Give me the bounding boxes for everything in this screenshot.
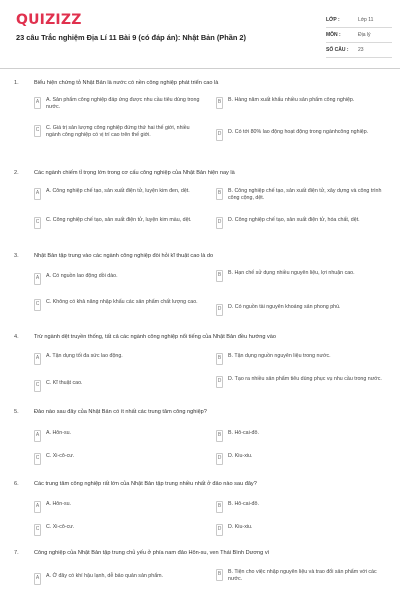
option-letter-box: B bbox=[216, 270, 223, 282]
answer-option-d[interactable] bbox=[216, 453, 386, 465]
option-letter-box: A bbox=[34, 501, 41, 513]
option-letter-box: A bbox=[34, 353, 41, 365]
answer-option-b[interactable] bbox=[216, 430, 386, 442]
answer-option-c[interactable] bbox=[34, 125, 204, 140]
answer-option-b[interactable] bbox=[216, 97, 386, 109]
answer-option-d[interactable] bbox=[216, 376, 386, 388]
option-letter-box: A bbox=[34, 273, 41, 285]
meta-panel bbox=[326, 13, 392, 58]
option-text: B. Hạn chế sử dụng nhiều nguyên liệu, lợi nhuận cao. bbox=[228, 270, 355, 276]
answer-option-a[interactable] bbox=[34, 501, 204, 513]
answer-option-b[interactable] bbox=[216, 353, 386, 365]
option-letter-box: C bbox=[34, 453, 41, 465]
meta-value: 23 bbox=[358, 47, 364, 53]
option-letter-box: B bbox=[216, 569, 223, 581]
option-letter-box: D bbox=[216, 376, 223, 388]
option-letter-box: A bbox=[34, 188, 41, 200]
answer-option-b[interactable] bbox=[216, 270, 386, 282]
option-letter-box: B bbox=[216, 501, 223, 513]
question-text: Trừ ngành dệt truyền thống, tất cả các ngành công nghiệp nổi tiếng của Nhật Bản đều hướng vào bbox=[34, 334, 277, 340]
meta-key: SỐ CÂU : bbox=[326, 47, 349, 53]
question-number: 4. bbox=[14, 334, 19, 340]
answer-option-b[interactable] bbox=[216, 501, 386, 513]
meta-row-subject bbox=[326, 28, 392, 43]
answer-option-d[interactable] bbox=[216, 129, 386, 141]
meta-key: MÔN : bbox=[326, 32, 341, 38]
option-text: C. Xi-cô-cư. bbox=[46, 524, 75, 530]
option-text: C. Xi-cô-cư. bbox=[46, 453, 75, 459]
answer-option-b[interactable] bbox=[216, 188, 386, 203]
option-text: D. Có tới 80% lao động hoạt động trong ngànhcông nghiệp. bbox=[228, 129, 369, 135]
option-text: A. Hôn-su. bbox=[46, 430, 72, 436]
question-text: Công nghiệp của Nhật Bản tập trung chủ yếu ở phía nam đảo Hôn-su, ven Thái Bình Dương vì bbox=[34, 550, 270, 556]
answer-option-c[interactable] bbox=[34, 380, 204, 392]
answer-option-c[interactable] bbox=[34, 217, 204, 229]
option-letter-box: C bbox=[34, 125, 41, 137]
meta-row-count bbox=[326, 43, 392, 58]
option-letter-box: D bbox=[216, 524, 223, 536]
option-text: A. Sản phẩm công nghiệp đáp ứng được nhu cầu tiêu dùng trong nước. bbox=[46, 97, 200, 111]
question-number: 3. bbox=[14, 253, 19, 259]
answer-option-a[interactable] bbox=[34, 188, 204, 200]
answer-option-c[interactable] bbox=[34, 453, 204, 465]
quizizz-logo: QUIZIZZ bbox=[16, 12, 82, 28]
option-text: B. Công nghiệp chế tạo, sản xuất điện tử, xây dựng và công trình công cộng, dệt. bbox=[228, 188, 382, 202]
answer-option-d[interactable] bbox=[216, 304, 386, 316]
answer-option-d[interactable] bbox=[216, 524, 386, 536]
answer-option-a[interactable] bbox=[34, 353, 204, 365]
option-letter-box: A bbox=[34, 97, 41, 109]
question-text: Biểu hiện chứng tỏ Nhật Bản là nước có nền công nghiệp phát triển cao là bbox=[34, 80, 219, 86]
answer-option-a[interactable] bbox=[34, 573, 204, 585]
header-divider bbox=[0, 68, 400, 69]
option-text: C. Giá trị sản lượng công nghiệp đứng thứ hai thế giới, nhiều ngành công nghiệp có vị trí cao trên thế giới. bbox=[46, 125, 190, 139]
option-text: B. Hô-cai-đô. bbox=[228, 430, 259, 436]
question-number: 6. bbox=[14, 481, 19, 487]
option-letter-box: C bbox=[34, 299, 41, 311]
meta-key: LỚP : bbox=[326, 17, 340, 23]
answer-option-c[interactable] bbox=[34, 299, 204, 311]
option-text: B. Hàng năm xuất khẩu nhiều sản phẩm công nghiệp. bbox=[228, 97, 355, 103]
option-letter-box: A bbox=[34, 573, 41, 585]
answer-option-d[interactable] bbox=[216, 217, 386, 229]
option-text: B. Tận dụng nguồn nguyên liệu trong nước. bbox=[228, 353, 331, 359]
option-text: C. Không có khả năng nhập khẩu các sản phẩm chất lượng cao. bbox=[46, 299, 198, 305]
option-text: B. Hô-cai-đô. bbox=[228, 501, 259, 507]
option-letter-box: B bbox=[216, 430, 223, 442]
option-letter-box: C bbox=[34, 380, 41, 392]
answer-option-a[interactable] bbox=[34, 273, 204, 285]
option-letter-box: D bbox=[216, 217, 223, 229]
option-letter-box: B bbox=[216, 353, 223, 365]
option-text: A. Có nguồn lao động dồi dào. bbox=[46, 273, 118, 279]
option-letter-box: D bbox=[216, 129, 223, 141]
option-letter-box: B bbox=[216, 188, 223, 200]
option-text: C. Kĩ thuật cao. bbox=[46, 380, 83, 386]
option-text: A. Công nghiệp chế tạo, sản xuất điện tử, luyện kim đen, dệt. bbox=[46, 188, 190, 194]
option-text: D. Kiu-xiu. bbox=[228, 453, 253, 459]
meta-row-class bbox=[326, 13, 392, 28]
option-text: D. Công nghiệp chế tạo, sản xuất điện tử, hóa chất, dệt. bbox=[228, 217, 360, 223]
question-number: 7. bbox=[14, 550, 19, 556]
option-letter-box: A bbox=[34, 430, 41, 442]
question-text: Các ngành chiếm tỉ trọng lớn trong cơ cấu công nghiệp của Nhật Bản hiện nay là bbox=[34, 170, 235, 176]
option-text: D. Kiu-xiu. bbox=[228, 524, 253, 530]
question-text: Các trung tâm công nghiệp rất lớn của Nhật Bản tập trung nhiều nhất ở đảo nào sau đây? bbox=[34, 481, 257, 487]
option-text: A. Hôn-su. bbox=[46, 501, 72, 507]
question-text: Nhật Bản tập trung vào các ngành công nghiệp đòi hỏi kĩ thuật cao là do bbox=[34, 253, 214, 259]
question-text: Đảo nào sau đây của Nhật Bản có ít nhất các trung tâm công nghiệp? bbox=[34, 409, 207, 415]
meta-value: Địa lý bbox=[358, 32, 371, 38]
option-text: C. Công nghiệp chế tạo, sản xuất điện tử, luyện kim màu, dệt. bbox=[46, 217, 192, 223]
page-title: 23 câu Trắc nghiệm Địa Lí 11 Bài 9 (có đáp án): Nhật Bản (Phần 2) bbox=[16, 33, 246, 42]
question-number: 5. bbox=[14, 409, 19, 415]
option-text: D. Có nguồn tài nguyên khoáng sản phong phú. bbox=[228, 304, 341, 310]
meta-value: Lớp 11 bbox=[358, 17, 374, 23]
answer-option-a[interactable] bbox=[34, 97, 204, 112]
answer-option-c[interactable] bbox=[34, 524, 204, 536]
answer-option-b[interactable] bbox=[216, 569, 386, 584]
option-letter-box: D bbox=[216, 453, 223, 465]
option-text: D. Tạo ra nhiều sản phẩm tiêu dùng phục vụ nhu cầu trong nước. bbox=[228, 376, 382, 382]
option-letter-box: C bbox=[34, 217, 41, 229]
option-text: A. Ở đây có khí hậu lạnh, dễ bảo quản sản phẩm. bbox=[46, 573, 164, 579]
option-text: A. Tận dụng tối đa sức lao động. bbox=[46, 353, 123, 359]
question-number: 2. bbox=[14, 170, 19, 176]
answer-option-a[interactable] bbox=[34, 430, 204, 442]
option-letter-box: C bbox=[34, 524, 41, 536]
option-letter-box: B bbox=[216, 97, 223, 109]
option-letter-box: D bbox=[216, 304, 223, 316]
question-number: 1. bbox=[14, 80, 19, 86]
option-text: B. Tiện cho việc nhập nguyên liệu và trao đổi sản phẩm với các nước. bbox=[228, 569, 377, 583]
